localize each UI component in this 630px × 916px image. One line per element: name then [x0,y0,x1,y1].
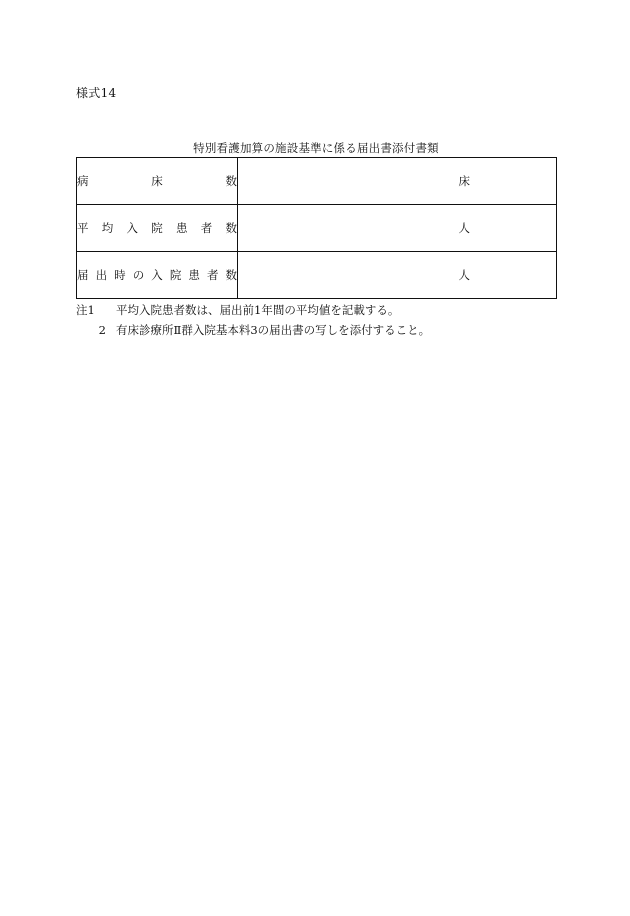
form-table [76,157,557,299]
label-char: 数 [225,221,237,235]
label-char: 院 [151,221,163,235]
label-average-inpatients [77,205,238,252]
label-char: 届 [77,268,89,282]
label-char: 者 [206,268,219,282]
note-item [76,300,430,320]
label-char: 時 [114,268,126,282]
value-average-inpatients[interactable] [238,205,557,252]
label-char: 者 [200,221,213,235]
label-char: 平 [77,221,89,235]
label-bed-count [77,158,238,205]
value-bed-count[interactable] [238,158,557,205]
note-text: 平均入院患者数は、届出前1年間の平均値を記載する。 [116,303,400,317]
table-row-inpatients-at-notification [77,252,557,299]
label-char: 均 [101,221,114,235]
note-text: 有床診療所Ⅱ群入院基本料3の届出書の写しを添付すること。 [116,323,431,337]
label-char: 病 [77,174,89,188]
label-inpatients-at-notification [77,252,238,299]
label-char: 出 [95,268,108,282]
label-char: 入 [126,221,138,235]
label-char: の [132,268,145,282]
label-char: 患 [176,221,188,235]
label-char: 入 [151,268,163,282]
note-prefix: 注1 [76,303,95,317]
label-char: 患 [188,268,200,282]
label-char: 数 [225,268,237,282]
unit-label: 床 [458,174,470,188]
table-row-average-inpatients [77,205,557,252]
note-item [76,320,430,340]
label-char: 院 [169,268,182,282]
notes [76,300,430,340]
label-char: 数 [225,174,237,188]
note-prefix: 2 [98,323,106,337]
unit-label: 人 [458,221,470,235]
form-number: 様式14 [76,86,117,100]
table-row-bed-count [77,158,557,205]
document-title: 特別看護加算の施設基準に係る届出書添付書類 [193,141,439,155]
unit-label: 人 [458,268,470,282]
label-char: 床 [151,174,163,188]
value-inpatients-at-notification[interactable] [238,252,557,299]
